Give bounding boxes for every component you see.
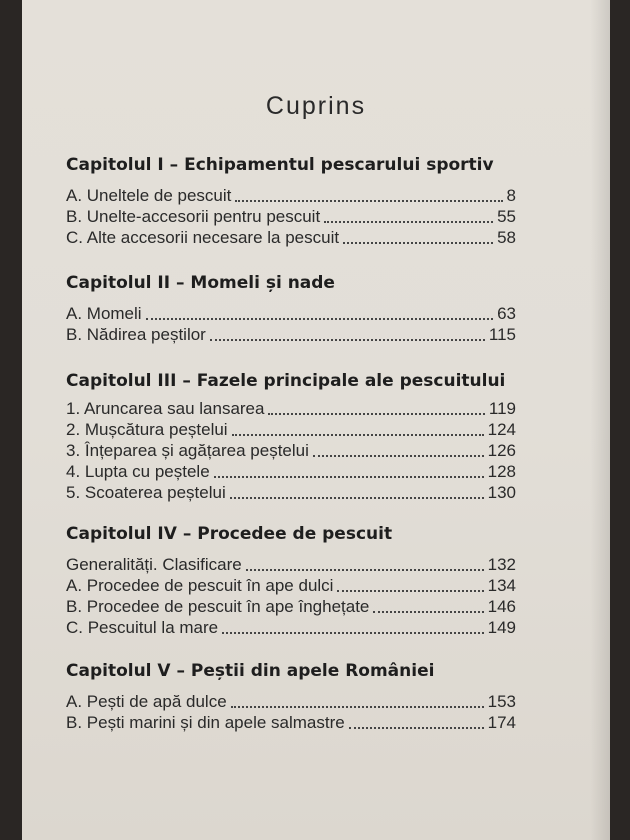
dot-leader <box>373 611 483 613</box>
toc-entry <box>66 398 516 419</box>
entry-page-number: 134 <box>487 576 516 595</box>
dot-leader <box>222 632 484 634</box>
dot-leader <box>214 476 484 478</box>
dot-leader <box>313 455 484 457</box>
toc-entry <box>66 227 516 248</box>
dot-leader <box>268 413 484 415</box>
toc-entry <box>66 554 516 575</box>
chapter-heading: Capitolul IV – Procedee de pescuit <box>66 524 393 544</box>
toc-entry <box>66 440 516 461</box>
entry-label: B. Pești marini și din apele salmastre <box>66 713 345 732</box>
entry-page-number: 174 <box>487 713 516 732</box>
entry-label: A. Uneltele de pescuit <box>66 186 232 205</box>
entry-page-number: 115 <box>488 325 516 344</box>
entry-page-number: 146 <box>487 597 516 616</box>
dot-leader <box>324 221 493 223</box>
dot-leader <box>210 339 485 341</box>
toc-entry <box>66 419 516 440</box>
chapter-heading: Capitolul I – Echipamentul pescarului sportiv <box>66 155 494 175</box>
entry-label: A. Momeli <box>66 304 142 323</box>
toc-entry <box>66 575 516 596</box>
dot-leader <box>230 497 484 499</box>
entry-label: A. Procedee de pescuit în ape dulci <box>66 576 334 595</box>
toc-entry <box>66 596 516 617</box>
entry-page-number: 126 <box>487 441 516 460</box>
chapter-heading: Capitolul II – Momeli și nade <box>66 273 335 293</box>
entry-label: C. Alte accesorii necesare la pescuit <box>66 228 340 247</box>
entry-label: 3. Înțeparea și agățarea peștelui <box>66 441 309 460</box>
dot-leader <box>343 242 493 244</box>
toc-entry <box>66 482 516 503</box>
entry-label: 4. Lupta cu peștele <box>66 462 210 481</box>
page-title: Cuprins <box>265 92 367 120</box>
chapter-heading: Capitolul V – Peștii din apele României <box>66 661 435 681</box>
entry-label: Generalități. Clasificare <box>66 555 242 574</box>
entry-label: 2. Mușcătura peștelui <box>66 420 228 439</box>
entry-page-number: 132 <box>487 555 516 574</box>
toc-entry <box>66 691 516 712</box>
entry-label: 5. Scoaterea peștelui <box>66 483 226 502</box>
entry-page-number: 55 <box>497 207 516 226</box>
entry-page-number: 119 <box>488 399 516 418</box>
toc-entry <box>66 185 516 206</box>
entry-page-number: 130 <box>487 483 516 502</box>
entry-page-number: 124 <box>487 420 516 439</box>
toc-entry <box>66 303 516 324</box>
dot-leader <box>246 569 484 571</box>
toc-entry <box>66 617 516 638</box>
book-page <box>22 0 610 840</box>
entry-page-number: 149 <box>487 618 516 637</box>
entry-label: 1. Aruncarea sau lansarea <box>66 399 265 418</box>
toc-entry <box>66 206 516 227</box>
entry-label: A. Pești de apă dulce <box>66 692 227 711</box>
toc-entry <box>66 712 516 733</box>
entry-page-number: 153 <box>487 692 516 711</box>
entry-label: C. Pescuitul la mare <box>66 618 219 637</box>
entry-label: B. Nădirea peștilor <box>66 325 206 344</box>
entry-label: B. Procedee de pescuit în ape înghețate <box>66 597 370 616</box>
entry-page-number: 128 <box>487 462 516 481</box>
dot-leader <box>232 434 484 436</box>
dot-leader <box>349 727 484 729</box>
entry-page-number: 63 <box>497 304 516 323</box>
entry-page-number: 58 <box>497 228 516 247</box>
entry-page-number: 8 <box>506 186 516 205</box>
toc-entry <box>66 461 516 482</box>
page-shadow <box>590 0 610 840</box>
dot-leader <box>337 590 483 592</box>
dot-leader <box>146 318 494 320</box>
dot-leader <box>235 200 502 202</box>
chapter-heading: Capitolul III – Fazele principale ale pescuitului <box>66 371 506 391</box>
toc-entry <box>66 324 516 345</box>
entry-label: B. Unelte-accesorii pentru pescuit <box>66 207 321 226</box>
dot-leader <box>231 706 484 708</box>
